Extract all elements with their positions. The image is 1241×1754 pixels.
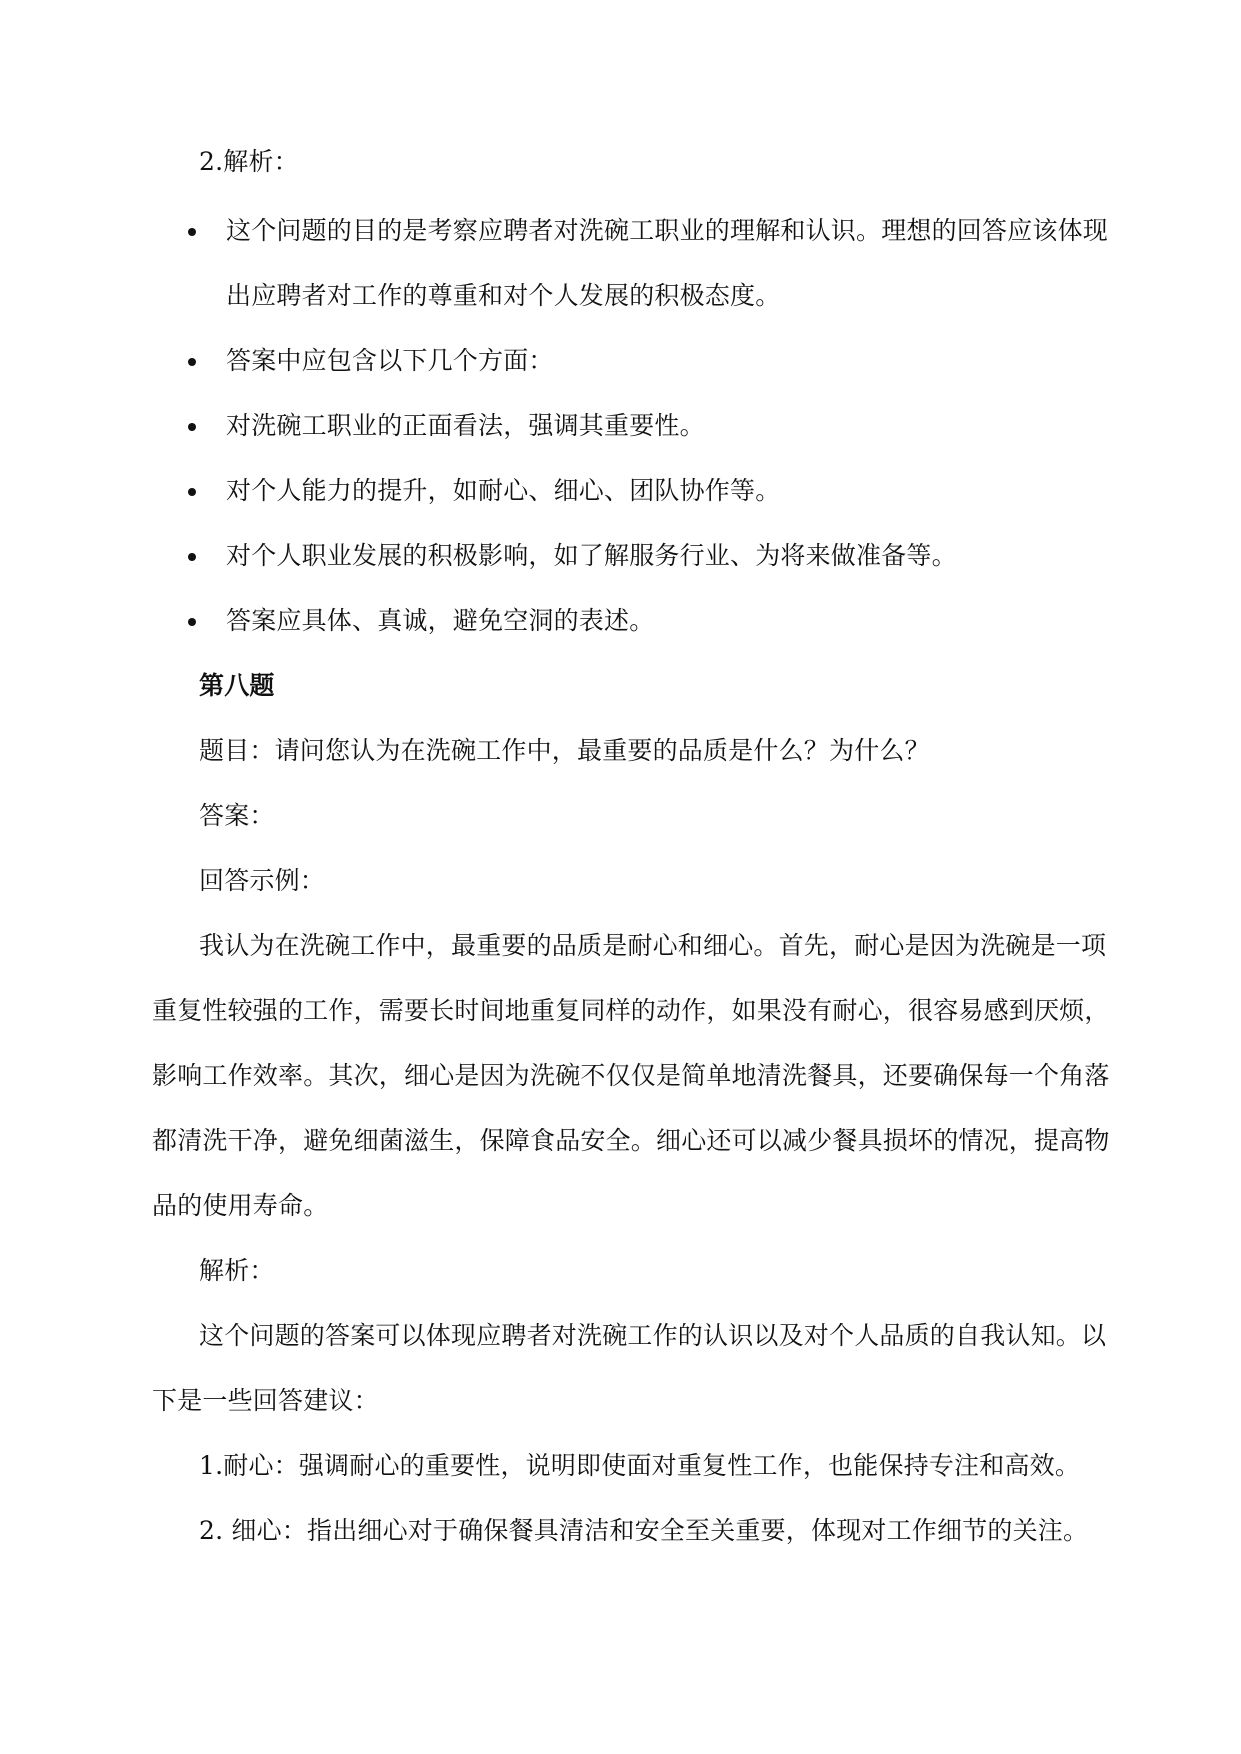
analysis-paragraph-line: 这个问题的答案可以体现应聘者对洗碗工作的认识以及对个人品质的自我认知。以 bbox=[199, 1321, 1107, 1350]
suggestion-item: 2. 细心：指出细心对于确保餐具清洁和安全至关重要，体现对工作细节的关注。 bbox=[199, 1516, 1089, 1545]
example-label: 回答示例： bbox=[199, 866, 326, 895]
example-paragraph-line: 重复性较强的工作，需要长时间地重复同样的动作，如果没有耐心，很容易感到厌烦， bbox=[152, 996, 1110, 1025]
analysis-label: 解析： bbox=[199, 1256, 275, 1285]
question-text: 题目：请问您认为在洗碗工作中，最重要的品质是什么？为什么？ bbox=[199, 736, 930, 765]
bullet-item: 答案应具体、真诚，避免空洞的表述。 bbox=[226, 606, 655, 635]
bullet-dot-icon bbox=[188, 228, 196, 236]
bullet-item: 对个人职业发展的积极影响，如了解服务行业、为将来做准备等。 bbox=[226, 541, 957, 570]
analysis-paragraph-line: 下是一些回答建议： bbox=[152, 1386, 379, 1415]
bullet-dot-icon bbox=[188, 488, 196, 496]
bullet-item: 这个问题的目的是考察应聘者对洗碗工职业的理解和认识。理想的回答应该体现 bbox=[226, 216, 1109, 245]
bullet-dot-icon bbox=[188, 423, 196, 431]
bullet-item: 答案中应包含以下几个方面： bbox=[226, 346, 554, 375]
example-paragraph-line: 我认为在洗碗工作中，最重要的品质是耐心和细心。首先，耐心是因为洗碗是一项 bbox=[199, 931, 1107, 960]
bullet-item: 对洗碗工职业的正面看法，强调其重要性。 bbox=[226, 411, 705, 440]
answer-label: 答案： bbox=[199, 801, 275, 830]
example-paragraph-line: 品的使用寿命。 bbox=[152, 1191, 329, 1220]
bullet-dot-icon bbox=[188, 618, 196, 626]
question-title: 第八题 bbox=[199, 671, 275, 700]
example-paragraph-line: 都清洗干净，避免细菌滋生，保障食品安全。细心还可以减少餐具损坏的情况，提高物 bbox=[152, 1126, 1110, 1155]
suggestion-item: 1.耐心：强调耐心的重要性，说明即使面对重复性工作，也能保持专注和高效。 bbox=[199, 1451, 1081, 1480]
bullet-item-continuation: 出应聘者对工作的尊重和对个人发展的积极态度。 bbox=[226, 281, 781, 310]
bullet-dot-icon bbox=[188, 553, 196, 561]
bullet-item: 对个人能力的提升，如耐心、细心、团队协作等。 bbox=[226, 476, 781, 505]
bullet-dot-icon bbox=[188, 358, 196, 366]
example-paragraph-line: 影响工作效率。其次，细心是因为洗碗不仅仅是简单地清洗餐具，还要确保每一个角落 bbox=[152, 1061, 1110, 1090]
analysis-heading: 2.解析： bbox=[199, 147, 299, 176]
